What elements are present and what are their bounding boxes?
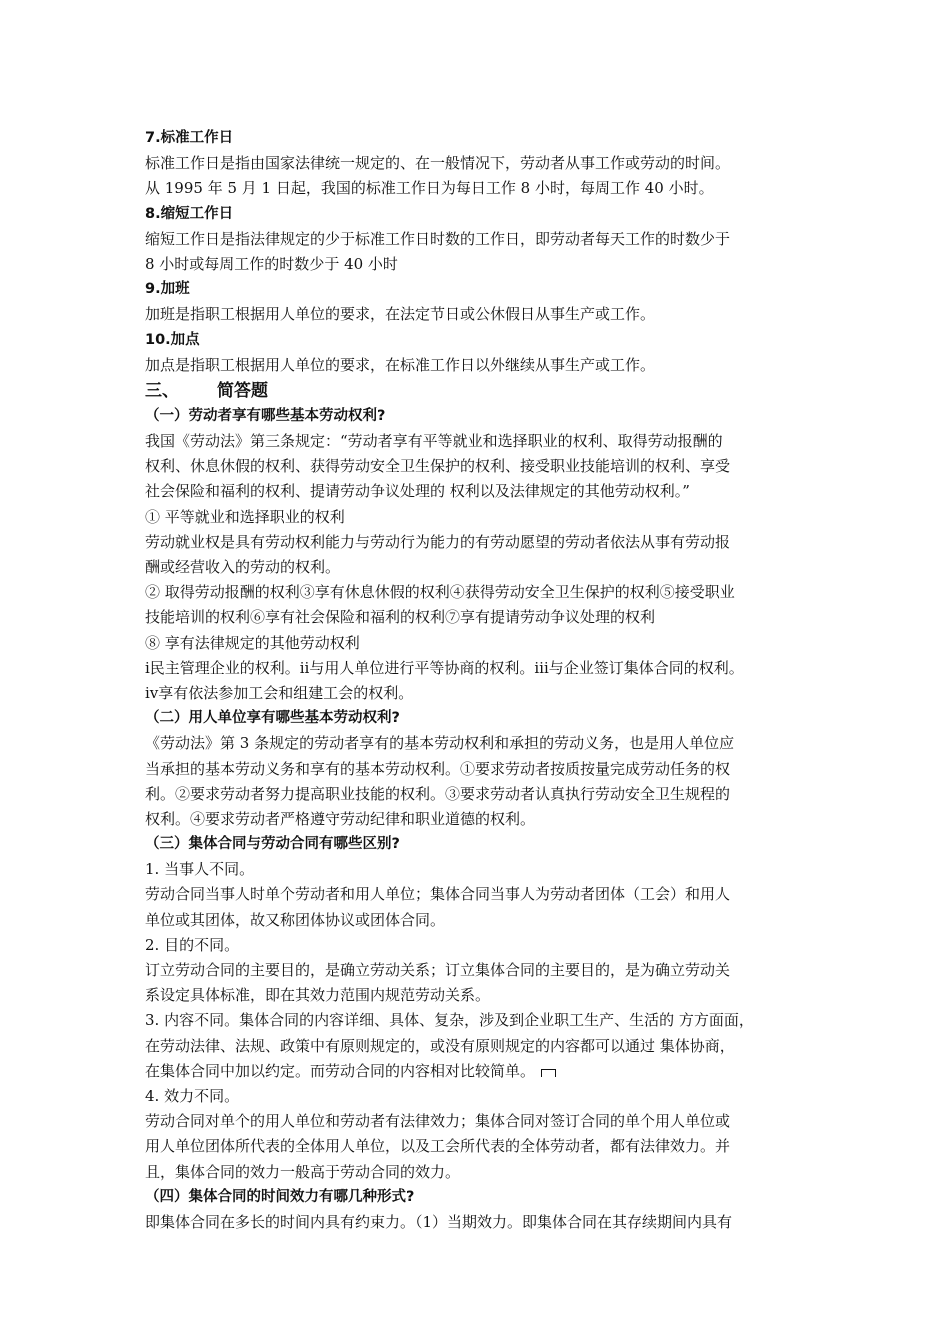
heading-overtime: 9.加班 bbox=[145, 281, 190, 298]
paragraph-line: ② 取得劳动报酬的权利③享有休息休假的权利④获得劳动安全卫生保护的权利⑤接受职业 bbox=[145, 583, 735, 602]
paragraph-line: 单位或其团体，故又称团体协议或团体合同。 bbox=[145, 910, 446, 929]
paragraph-line: ⑧ 享有法律规定的其他劳动权利 bbox=[145, 633, 360, 652]
paragraph-line: 《劳动法》第 3 条规定的劳动者享有的基本劳动权利和承担的劳动义务，也是用人单位应 bbox=[145, 734, 735, 753]
heading-standard-workday: 7.标准工作日 bbox=[145, 130, 234, 146]
section-title: 简答题 bbox=[217, 380, 268, 401]
paragraph-line: 从 1995 年 5 月 1 日起，我国的标准工作日为每日工作 8 小时，每周工作 40 小时。 bbox=[145, 179, 714, 198]
paragraph-line: 劳动合同当事人时单个劳动者和用人单位；集体合同当事人为劳动者团体（工会）和用人 bbox=[145, 885, 731, 904]
paragraph-line: 我国《劳动法》第三条规定：“劳动者享有平等就业和选择职业的权利、取得劳动报酬的 bbox=[145, 432, 723, 451]
paragraph-line: 加班是指职工根据用人单位的要求，在法定节日或公休假日从事生产或工作。 bbox=[145, 305, 656, 324]
paragraph-line: 1. 当事人不同。 bbox=[145, 860, 255, 879]
question-heading-2: （二）用人单位享有哪些基本劳动权利? bbox=[145, 710, 400, 727]
paragraph-line: 权利、休息休假的权利、获得劳动安全卫生保护的权利、接受职业技能培训的权利、享受 bbox=[145, 457, 731, 476]
section-number: 三、 bbox=[145, 380, 179, 401]
paragraph-line: 用人单位团体所代表的全体用人单位，以及工会所代表的全体劳动者，都有法律效力。并 bbox=[145, 1137, 731, 1156]
paragraph-line: 利。②要求劳动者努力提高职业技能的权利。③要求劳动者认真执行劳动安全卫生规程的 bbox=[145, 784, 731, 803]
paragraph-line: 标准工作日是指由国家法律统一规定的、在一般情况下，劳动者从事工作或劳动的时间。 bbox=[145, 154, 731, 173]
paragraph-line: 4. 效力不同。 bbox=[145, 1086, 240, 1105]
paragraph-line-with-mark bbox=[145, 1059, 825, 1084]
document-body bbox=[145, 126, 825, 1235]
paragraph-line: ① 平等就业和选择职业的权利 bbox=[145, 507, 345, 526]
bracket-mark-icon bbox=[541, 1069, 556, 1077]
paragraph-line: 且，集体合同的效力一般高于劳动合同的效力。 bbox=[145, 1162, 461, 1181]
paragraph-line: 8 小时或每周工作的时数少于 40 小时 bbox=[145, 254, 398, 273]
paragraph-line: 3. 内容不同。集体合同的内容详细、具体、复杂，涉及到企业职工生产、生活的 方方面面， bbox=[145, 1011, 754, 1030]
paragraph-line: 当承担的基本劳动义务和享有的基本劳动权利。①要求劳动者按质按量完成劳动任务的权 bbox=[145, 759, 731, 778]
paragraph-line: 权利。④要求劳动者严格遵守劳动纪律和职业道德的权利。 bbox=[145, 809, 536, 828]
paragraph-line: 劳动就业权是具有劳动权利能力与劳动行为能力的有劳动愿望的劳动者依法从事有劳动报 bbox=[145, 532, 731, 551]
paragraph-line: 社会保险和福利的权利、提请劳动争议处理的 权利以及法律规定的其他劳动权利。” bbox=[145, 482, 690, 501]
paragraph-line: 系设定具体标准，即在其效力范围内规范劳动关系。 bbox=[145, 986, 491, 1005]
paragraph-line: 酬或经营收入的劳动的权利。 bbox=[145, 558, 341, 576]
paragraph-line: 劳动合同对单个的用人单位和劳动者有法律效力；集体合同对签订合同的单个用人单位或 bbox=[145, 1112, 731, 1131]
paragraph-text: 在集体合同中加以约定。而劳动合同的内容相对比较简单。 bbox=[145, 1061, 536, 1080]
paragraph-line: 2. 目的不同。 bbox=[145, 935, 240, 954]
question-heading-1: （一）劳动者享有哪些基本劳动权利? bbox=[145, 407, 386, 424]
section-heading-short-answer bbox=[145, 378, 825, 404]
paragraph-line: ⅳ享有依法参加工会和组建工会的权利。 bbox=[145, 683, 414, 702]
paragraph-line: 技能培训的权利⑥享有社会保险和福利的权利⑦享有提请劳动争议处理的权利 bbox=[145, 608, 656, 627]
paragraph-line: 订立劳动合同的主要目的，是确立劳动关系；订立集体合同的主要目的，是为确立劳动关 bbox=[145, 961, 731, 979]
heading-extra-hours: 10.加点 bbox=[145, 331, 200, 348]
paragraph-line: 缩短工作日是指法律规定的少于标准工作日时数的工作日，即劳动者每天工作的时数少于 bbox=[145, 229, 731, 248]
paragraph-line: 在劳动法律、法规、政策中有原则规定的，或没有原则规定的内容都可以通过 集体协商， bbox=[145, 1036, 735, 1055]
question-heading-3: （三）集体合同与劳动合同有哪些区别? bbox=[145, 836, 400, 853]
paragraph-line: 即集体合同在多长的时间内具有约束力。（1）当期效力。即集体合同在其存续期间内具有 bbox=[145, 1212, 733, 1231]
paragraph-line: 加点是指职工根据用人单位的要求，在标准工作日以外继续从事生产或工作。 bbox=[145, 355, 656, 374]
question-heading-4: （四）集体合同的时间效力有哪几种形式? bbox=[145, 1188, 415, 1205]
heading-shortened-workday: 8.缩短工作日 bbox=[145, 205, 234, 222]
paragraph-line: ⅰ民主管理企业的权利。ⅱ与用人单位进行平等协商的权利。ⅲ与企业签订集体合同的权利。 bbox=[145, 658, 744, 677]
